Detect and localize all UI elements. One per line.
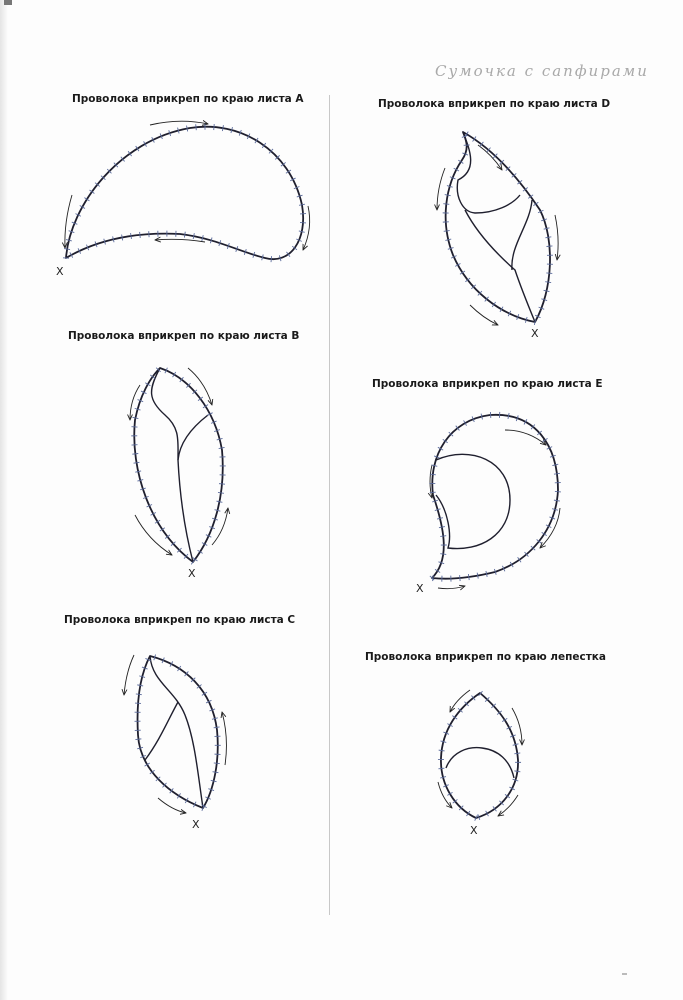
petal-outline bbox=[441, 693, 518, 818]
leaf-b-arrow-left bbox=[130, 385, 140, 420]
stitch-tick bbox=[438, 768, 444, 769]
leaf-d-diagram bbox=[437, 132, 558, 340]
stitch-tick bbox=[486, 571, 487, 577]
stitch-tick bbox=[299, 204, 305, 205]
stitch-tick bbox=[554, 473, 560, 474]
leaf-b-arrow-bottom-right bbox=[212, 508, 228, 545]
stitch-tick bbox=[193, 233, 194, 239]
stitch-tick bbox=[460, 575, 461, 581]
stitch-tick bbox=[439, 527, 445, 528]
stitch-tick bbox=[508, 413, 509, 419]
caption-leaf-e: Проволока вприкреп по краю листа E bbox=[372, 378, 603, 390]
stitch-tick bbox=[468, 574, 469, 580]
leaf-e-inner-curve bbox=[436, 454, 510, 548]
stitch-tick bbox=[554, 500, 560, 501]
caption-leaf-d: Проволока вприкреп по краю листа D bbox=[378, 98, 611, 110]
leaf-a-start-mark: X bbox=[56, 265, 64, 278]
stitch-tick bbox=[477, 573, 478, 579]
petal-start-mark: X bbox=[470, 824, 478, 837]
stitch-tick bbox=[132, 453, 138, 454]
stitch-tick bbox=[544, 290, 550, 291]
caption-leaf-c: Проволока вприкреп по краю листа C bbox=[64, 614, 296, 626]
leaf-b-diagram bbox=[130, 368, 228, 580]
running-header: Сумочка с сапфирами bbox=[435, 62, 649, 80]
stitch-tick bbox=[430, 492, 436, 493]
stitch-tick bbox=[545, 282, 551, 283]
leaf-c-diagram bbox=[124, 655, 226, 831]
leaf-d-arrow-bottom bbox=[470, 305, 498, 325]
leaf-c-vein-side bbox=[145, 702, 178, 760]
stitch-tick bbox=[445, 239, 451, 240]
leaf-a-arrow-right bbox=[303, 206, 310, 250]
caption-leaf-a: Проволока вприкреп по краю листа A bbox=[72, 93, 304, 105]
leaf-e-arrow-right bbox=[540, 508, 560, 548]
stitch-tick bbox=[546, 246, 552, 247]
stitch-tick bbox=[184, 232, 185, 238]
stitch-tick bbox=[187, 126, 188, 132]
petal-arrow-bottom-right bbox=[498, 795, 518, 816]
stitch-tick bbox=[546, 273, 552, 274]
leaf-c-arrow-left bbox=[124, 655, 134, 695]
leaf-e-arrow-bottom bbox=[438, 586, 465, 589]
caption-petal: Проволока вприкреп по краю лепестка bbox=[365, 651, 607, 663]
leaf-a-arrow-bottom bbox=[155, 239, 205, 242]
leaf-b-start-mark: X bbox=[188, 567, 196, 580]
stitch-tick bbox=[433, 575, 434, 581]
caption-leaf-b: Проволока вприкреп по краю листа B bbox=[68, 330, 300, 342]
leaf-d-vein-right bbox=[512, 200, 532, 270]
stitch-tick bbox=[445, 195, 451, 196]
leaf-c-arrow-bottom bbox=[158, 798, 186, 813]
leaf-b-vein-left bbox=[152, 368, 193, 562]
stitch-tick bbox=[137, 685, 143, 686]
stitch-tick bbox=[443, 204, 449, 205]
leaf-c-vein-main bbox=[150, 656, 203, 808]
stitch-tick bbox=[140, 232, 141, 238]
stitch-tick bbox=[214, 727, 220, 728]
stitch-tick bbox=[222, 125, 223, 131]
stitch-tick bbox=[64, 249, 70, 250]
stitch-tick bbox=[444, 231, 450, 232]
leaf-d-arrow-right bbox=[555, 215, 558, 260]
stitch-tick bbox=[440, 536, 446, 537]
leaf-b-vein-right bbox=[178, 415, 208, 460]
petal-inner-arc bbox=[446, 748, 514, 778]
stitch-tick bbox=[213, 772, 219, 773]
stitch-tick bbox=[217, 501, 223, 502]
leaf-c-arrow-right bbox=[222, 712, 226, 765]
leaf-e-diagram bbox=[416, 415, 560, 595]
stitch-tick bbox=[132, 417, 138, 418]
leaf-a-arrow-top bbox=[150, 121, 208, 125]
stitch-tick bbox=[219, 447, 225, 448]
petal-diagram bbox=[438, 690, 522, 837]
stitch-tick bbox=[219, 484, 225, 485]
stitch-tick bbox=[545, 237, 551, 238]
leaf-d-outline bbox=[446, 132, 550, 322]
stitch-tick bbox=[196, 124, 197, 130]
stitch-tick bbox=[134, 462, 140, 463]
stitch-tick bbox=[439, 750, 445, 751]
stitch-tick bbox=[218, 492, 224, 493]
stitch-tick bbox=[135, 471, 141, 472]
petal-arrow-top-left bbox=[450, 690, 470, 712]
stitch-tick bbox=[514, 771, 520, 772]
leaf-e-start-mark: X bbox=[416, 582, 424, 595]
stitch-tick bbox=[136, 694, 142, 695]
leaf-c-outline bbox=[138, 656, 218, 808]
stitch-tick bbox=[131, 233, 132, 239]
leaf-c-start-mark: X bbox=[192, 818, 200, 831]
stitch-tick bbox=[214, 763, 220, 764]
stitch-tick bbox=[135, 739, 141, 740]
stitch-tick bbox=[122, 235, 123, 241]
stitch-tick bbox=[440, 554, 446, 555]
stitch-tick bbox=[514, 753, 520, 754]
leaf-d-start-mark: X bbox=[531, 327, 539, 340]
leaf-a-diagram bbox=[56, 121, 310, 278]
